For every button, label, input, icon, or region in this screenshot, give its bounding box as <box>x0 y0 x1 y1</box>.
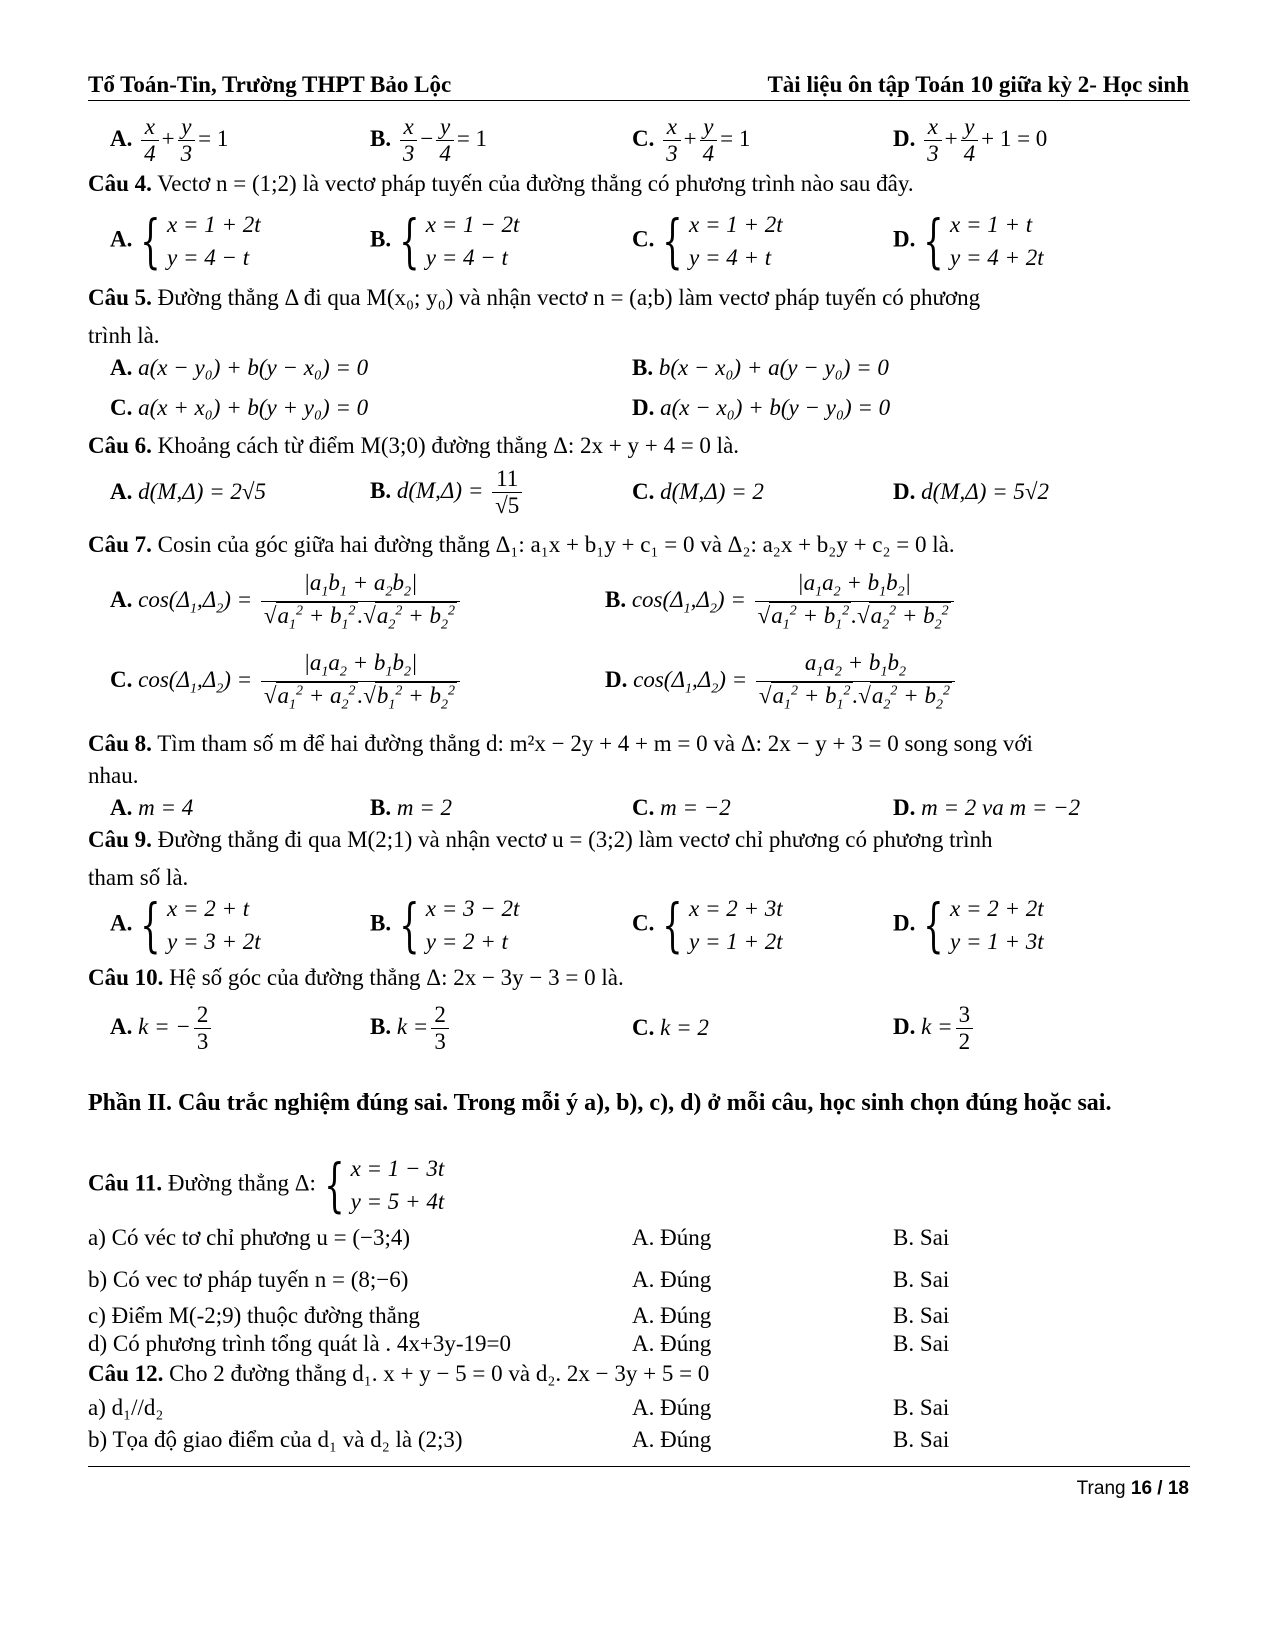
q3-option-b: B. $\frac{x}{3}$ − $\frac{y}{4}$ = 1 <box>370 114 488 167</box>
header-left: Tổ Toán-Tin, Trường THPT Bảo Lộc <box>88 72 452 97</box>
q11-item-c: c) Điểm M(-2;9) thuộc đường thẳng <box>88 1303 420 1328</box>
q9-option-a: A. { x = 2 + t y = 3 + 2t <box>110 891 261 960</box>
q12-a-true[interactable]: A. Đúng <box>632 1395 712 1420</box>
q11-d-true[interactable]: A. Đúng <box>632 1331 712 1356</box>
q7-option-d: D. $\cos(\Delta_1,\Delta_2)$ = $\frac{a_1a_2 + b_1b_2}{√a_1^2 + b_1^2.√a_2^2 + b_2^2}$ <box>605 650 958 713</box>
q9-option-c: C. { x = 2 + 3t y = 1 + 2t <box>632 891 783 960</box>
q9-option-b: B. { x = 3 − 2t y = 2 + t <box>370 891 520 960</box>
q4-stem: Câu 4. Vectơ n = (1;2) là vectơ pháp tuyến của đường thẳng có phương trình nào sau đây. <box>88 171 914 196</box>
q8-option-a: A. m = 4 <box>110 795 194 820</box>
header-right: Tài liệu ôn tập Toán 10 giữa kỳ 2- Học sinh <box>767 72 1189 97</box>
q4-option-b: B. { x = 1 − 2t y = 4 − t <box>370 207 520 276</box>
q6-stem: Câu 6. Khoảng cách từ điểm M(3;0) đường thẳng Δ: 2x + y + 4 = 0 là. <box>88 433 740 458</box>
q4-option-a: A. { x = 1 + 2t y = 4 − t <box>110 207 261 276</box>
q11-item-b: b) Có vec tơ pháp tuyến n = (8;−6) <box>88 1267 409 1292</box>
q5-stem-cont: trình là. <box>88 323 160 348</box>
part2-heading: Phần II. Câu trắc nghiệm đúng sai. Trong mỗi ý a), b), c), d) ở mỗi câu, học sinh chọn đúng hoặc sai. <box>88 1090 1112 1116</box>
q5-stem: Câu 5. Đường thẳng Δ đi qua M(x₀; y₀) và nhận vectơ n = (a;b) làm vectơ pháp tuyến có phương <box>88 285 981 310</box>
q9-option-d: D. { x = 2 + 2t y = 1 + 3t <box>893 891 1044 960</box>
q11-item-a: a) Có véc tơ chỉ phương u = (−3;4) <box>88 1225 411 1250</box>
q11-a-false[interactable]: B. Sai <box>893 1225 950 1250</box>
header-rule <box>88 100 1190 101</box>
q8-option-b: B. m = 2 <box>370 795 452 820</box>
q7-option-c: C. $\cos(\Delta_1,\Delta_2)$ = $\frac{|a_1a_2 + b_1b_2|}{√a_1^2 + a_2^2.√b_1^2 + b_2^2}$ <box>110 650 463 713</box>
q12-b-false[interactable]: B. Sai <box>893 1427 950 1452</box>
q7-option-a: A. $\cos(\Delta_1,\Delta_2)$ = $\frac{|a_1b_1 + a_2b_2|}{√a_1^2 + b_1^2.√a_2^2 + b_2^2}$ <box>110 570 463 633</box>
q12-item-b: b) Tọa độ giao điểm của d₁ và d₂ là (2;3) <box>88 1427 463 1452</box>
q10-option-b: B. k = $\frac{2}{3}$ <box>370 1002 452 1056</box>
q11-b-false[interactable]: B. Sai <box>893 1267 950 1292</box>
q9-stem: Câu 9. Đường thẳng đi qua M(2;1) và nhận vectơ u = (3;2) làm vectơ chỉ phương có phương trình <box>88 827 993 852</box>
q5-option-c: C. a(x + x₀) + b(y + y₀) = 0 <box>110 395 369 420</box>
q12-stem: Câu 12. Cho 2 đường thẳng d₁. x + y − 5 = 0 và d₂. 2x − 3y + 5 = 0 <box>88 1361 710 1386</box>
q8-stem-cont: nhau. <box>88 763 139 788</box>
q10-option-d: D. k = $\frac{3}{2}$ <box>893 1002 976 1056</box>
q11-d-false[interactable]: B. Sai <box>893 1331 950 1356</box>
q12-item-a: a) d₁//d₂ <box>88 1395 164 1420</box>
q11-a-true[interactable]: A. Đúng <box>632 1225 712 1250</box>
q6-option-c: C. d(M,Δ) = 2 <box>632 479 764 504</box>
q5-option-d: D. a(x − x₀) + b(y − y₀) = 0 <box>632 395 891 420</box>
q10-stem: Câu 10. Hệ số góc của đường thẳng Δ: 2x − 3y − 3 = 0 là. <box>88 965 624 990</box>
q10-option-c: C. k = 2 <box>632 1015 709 1040</box>
q6-option-a: A. d(M,Δ) = 2√5 <box>110 479 266 504</box>
q3-option-d: D. $\frac{x}{3}$ + $\frac{y}{4}$ + 1 = 0 <box>893 114 1048 167</box>
q11-c-false[interactable]: B. Sai <box>893 1303 950 1328</box>
q8-option-d: D. m = 2 va m = −2 <box>893 795 1081 820</box>
q11-item-d: d) Có phương trình tổng quát là . 4x+3y-19=0 <box>88 1331 512 1356</box>
q3-option-a: A. $\frac{x}{4}$ + $\frac{y}{3}$ = 1 <box>110 114 229 167</box>
q11-c-true[interactable]: A. Đúng <box>632 1303 712 1328</box>
q12-b-true[interactable]: A. Đúng <box>632 1427 712 1452</box>
q3-option-c: C. $\frac{x}{3}$ + $\frac{y}{4}$ = 1 <box>632 114 751 167</box>
page-number: Trang 16 / 18 <box>1076 1478 1189 1499</box>
q11-stem: Câu 11. Đường thẳng Δ: { x = 1 − 3t y = 5 + 4t <box>88 1151 445 1220</box>
q12-a-false[interactable]: B. Sai <box>893 1395 950 1420</box>
q6-option-d: D. d(M,Δ) = 5√2 <box>893 479 1049 504</box>
q5-option-a: A. a(x − y₀) + b(y − x₀) = 0 <box>110 355 369 380</box>
q8-stem: Câu 8. Tìm tham số m để hai đường thẳng d: m²x − 2y + 4 + m = 0 và Δ: 2x − y + 3 = 0 song song với <box>88 731 1033 756</box>
q5-option-b: B. b(x − x₀) + a(y − y₀) = 0 <box>632 355 889 380</box>
q9-stem-cont: tham số là. <box>88 865 189 890</box>
q6-option-b: B. d(M,Δ) = $\frac{11}{√5}$ <box>370 466 525 520</box>
q4-option-c: C. { x = 1 + 2t y = 4 + t <box>632 207 783 276</box>
q10-option-a: A. k = − $\frac{2}{3}$ <box>110 1002 214 1056</box>
footer-rule <box>88 1466 1190 1467</box>
q8-option-c: C. m = −2 <box>632 795 731 820</box>
q7-option-b: B. $\cos(\Delta_1,\Delta_2)$ = $\frac{|a_1a_2 + b_1b_2|}{√a_1^2 + b_1^2.√a_2^2 + b_2^2}$ <box>605 570 957 633</box>
q11-b-true[interactable]: A. Đúng <box>632 1267 712 1292</box>
q4-option-d: D. { x = 1 + t y = 4 + 2t <box>893 207 1044 276</box>
q7-stem: Câu 7. Cosin của góc giữa hai đường thẳng Δ₁: a₁x + b₁y + c₁ = 0 và Δ₂: a₂x + b₂y + c₂ = 0 là. <box>88 532 955 557</box>
